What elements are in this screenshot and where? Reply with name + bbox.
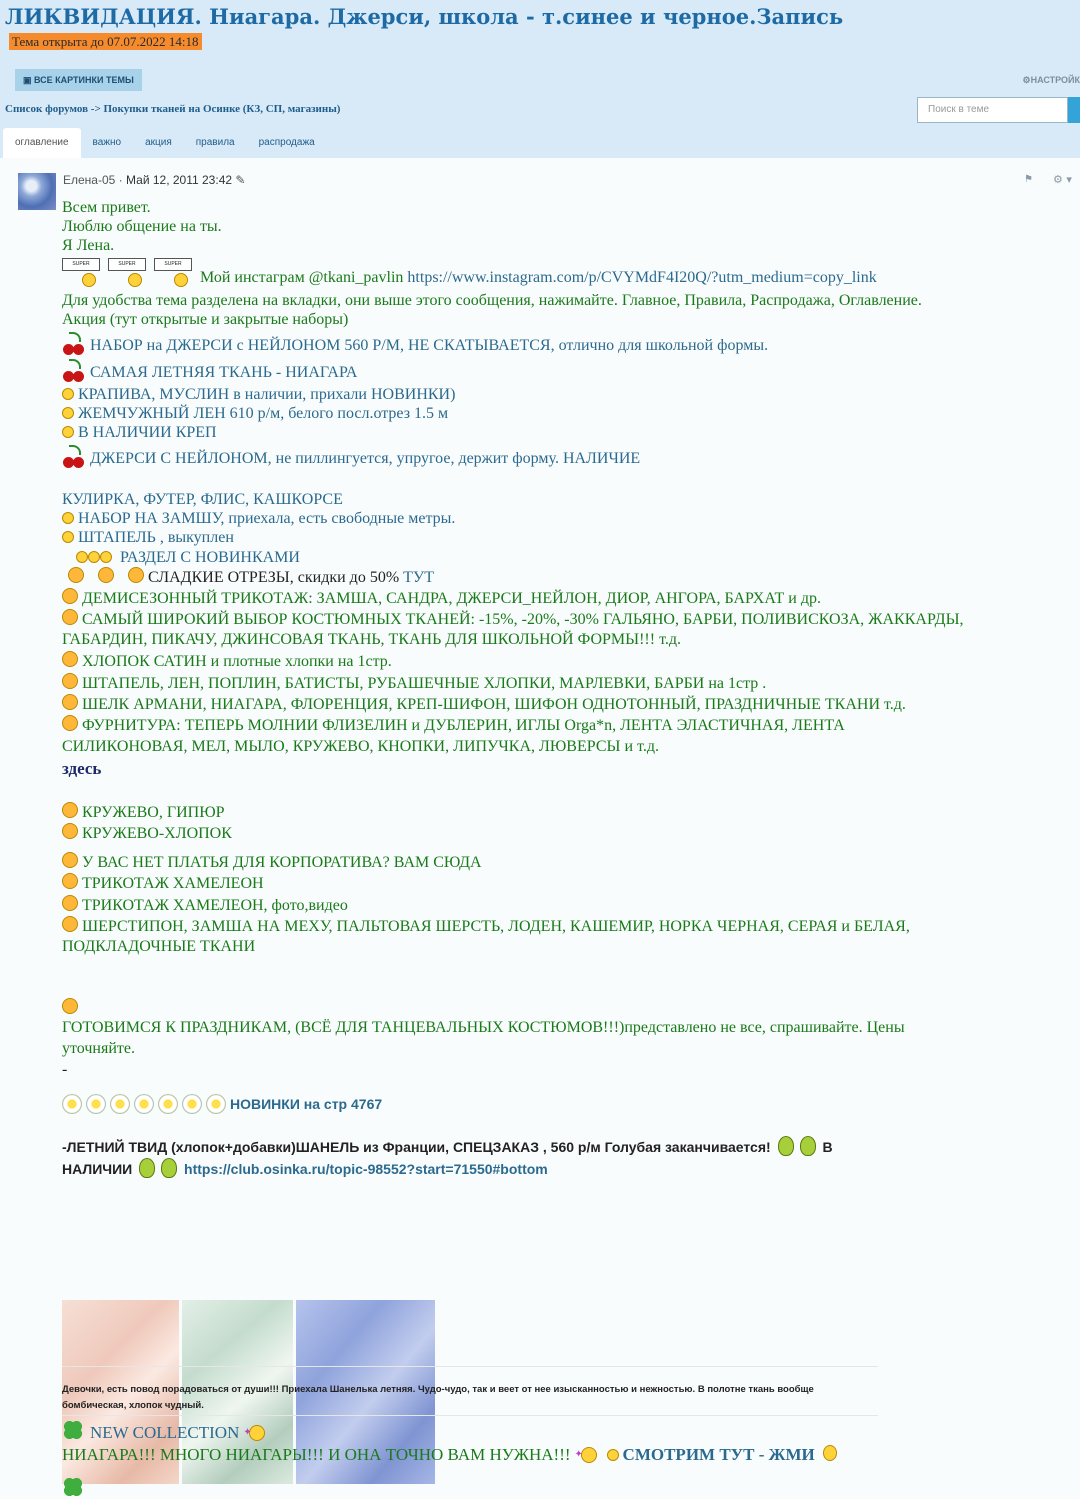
here-link[interactable]: здесь	[62, 759, 102, 778]
sparkle-smile-icon	[575, 1446, 603, 1464]
wink-icon	[62, 531, 74, 543]
smile-icon	[88, 551, 100, 563]
chef-icon	[62, 873, 78, 889]
tab-promo[interactable]: акция	[145, 137, 172, 148]
cherry-icon	[62, 331, 86, 355]
post-line	[62, 1478, 90, 1499]
flag-icon[interactable]: ⚑	[1024, 174, 1033, 185]
all-images-button[interactable]: ▣ ВСЕ КАРТИНКИ ТЕМЫ	[15, 69, 142, 91]
post-line: ПОДКЛАДОЧНЫЕ ТКАНИ	[62, 938, 256, 955]
post-link-line[interactable]: НАБОР НА ЗАМШУ, приехала, есть свободные метры.	[62, 509, 455, 528]
post-link-line[interactable]: ЖЕМЧУЖНЫЙ ЛЕН 610 р/м, белого посл.отрез 1.5 м	[62, 404, 448, 423]
post-link-line[interactable]: ШТАПЕЛЬ , выкуплен	[62, 528, 234, 547]
chef-icon	[62, 651, 78, 667]
topic-title: ЛИКВИДАЦИЯ. Ниагара. Джерси, школа - т.синее и черное.Запись	[5, 4, 844, 29]
daisy-icon	[86, 1094, 106, 1114]
clover-icon	[62, 1478, 84, 1498]
divider	[62, 1415, 878, 1416]
topic-status-badge: Тема открыта до 07.07.2022 14:18	[9, 33, 202, 50]
tab-contents[interactable]: оглавление	[3, 128, 81, 158]
post-line: -ЛЕТНИЙ ТВИД (хлопок+добавки)ШАНЕЛЬ из Франции, СПЕЦЗАКАЗ , 560 р/м Голубая заканчивается! В	[62, 1136, 833, 1158]
post-link-line[interactable]: КРАПИВА, МУСЛИН в наличии, прихали НОВИНКИ)	[62, 385, 455, 404]
post	[0, 158, 1080, 1499]
post-line: ТРИКОТАЖ ХАМЕЛЕОН	[62, 873, 264, 893]
cherry-icon	[62, 358, 86, 382]
chef-icon	[62, 609, 78, 625]
daisy-icon	[134, 1094, 154, 1114]
post-line: ШЕЛК АРМАНИ, НИАГАРА, ФЛОРЕНЦИЯ, КРЕП-ШИФОН, ШИФОН ОДНОТОННЫЙ, ПРАЗДНИЧНЫЕ ТКАНИ т.д.	[62, 694, 906, 714]
post-line: NEW COLLECTION✦	[62, 1421, 275, 1444]
chef-icon	[62, 916, 78, 932]
breadcrumb-forums-link[interactable]: Список форумов	[5, 103, 89, 115]
post-link-line[interactable]: САМАЯ ЛЕТНЯЯ ТКАНЬ - НИАГАРА	[62, 358, 357, 385]
wink-icon	[62, 512, 74, 524]
post-date: Май 12, 2011 23:42	[126, 173, 233, 187]
tab-sale[interactable]: распродажа	[258, 137, 315, 148]
post-line: ГОТОВИМСЯ К ПРАЗДНИКАМ, (ВСЁ ДЛЯ ТАНЦЕВАЛЬНЫХ КОСТЮМОВ!!!)представлено не все, спрашивайте. Цены	[62, 1019, 905, 1036]
smile-icon	[76, 551, 88, 563]
post-link-line[interactable]: КУЛИРКА, ФУТЕР, ФЛИС, КАШКОРСЕ	[62, 491, 343, 508]
pear-icon	[800, 1136, 816, 1156]
pear-icon	[778, 1136, 794, 1156]
osinka-topic-link[interactable]: https://club.osinka.ru/topic-98552?start=71550#bottom	[184, 1161, 548, 1177]
post-line: СИЛИКОНОВАЯ, МЕЛ, МЫЛО, КРУЖЕВО, КНОПКИ, ЛИПУЧКА, ЛЮВЕРСЫ и т.д.	[62, 738, 659, 755]
smile-icon	[62, 388, 74, 400]
chef-icon	[62, 823, 78, 839]
post-link-line[interactable]: ДЖЕРСИ С НЕЙЛОНОМ, не пиллингуется, упругое, держит форму. НАЛИЧИЕ	[62, 444, 640, 471]
chef-icon	[62, 673, 78, 689]
daisy-icon	[158, 1094, 178, 1114]
breadcrumb-section-link[interactable]: Покупки тканей на Осинке (КЗ, СП, магазины)	[103, 103, 341, 115]
chef-icon	[62, 895, 78, 911]
chef-icon	[62, 998, 78, 1014]
clover-icon	[62, 1421, 84, 1441]
post-line	[62, 998, 82, 1018]
avatar[interactable]	[18, 173, 56, 210]
sweet-cuts-link[interactable]: ТУТ	[403, 569, 435, 586]
post-line: ТРИКОТАЖ ХАМЕЛЕОН, фото,видео	[62, 895, 348, 915]
tab-important[interactable]: важно	[92, 137, 122, 148]
chef-icon	[128, 567, 144, 583]
daisy-icon	[62, 1094, 82, 1114]
topic-header	[0, 0, 1080, 158]
smile-icon	[62, 426, 74, 438]
search-input[interactable]: Поиск в теме	[917, 97, 1068, 123]
post-line: Люблю общение на ты.	[62, 218, 222, 235]
chef-icon	[62, 852, 78, 868]
post-line: Акция (тут открытые и закрытые наборы)	[62, 311, 349, 328]
smile-icon	[100, 551, 112, 563]
tab-rules[interactable]: правила	[195, 137, 235, 148]
pencil-icon[interactable]: ✎	[235, 173, 246, 187]
topic-tabs	[3, 128, 327, 158]
daisy-icon	[110, 1094, 130, 1114]
chef-icon	[62, 588, 78, 604]
gear-icon: ⚙	[1022, 75, 1031, 85]
daisy-icon	[206, 1094, 226, 1114]
post-line: ГАБАРДИН, ПИКАЧУ, ДЖИНСОВАЯ ТКАНЬ, ТКАНЬ ДЛЯ ШКОЛЬНОЙ ФОРМЫ!!! т.д.	[62, 631, 681, 648]
post-link-line[interactable]: НАБОР на ДЖЕРСИ с НЕЙЛОНОМ 560 Р/М, НЕ СКАТЫВАЕТСЯ, отлично для школьной формы.	[62, 331, 768, 358]
post-author[interactable]: Елена-05	[63, 173, 116, 187]
super-sign-icon: SUPER	[108, 258, 148, 290]
photo-caption: Девочки, есть повод порадоваться от души!!! Приехала Шанелька летняя. Чудо-чудо, так и веет от нее изысканностью и нежностью. В полотне ткань вообще бомбическая, хлопок чудный.	[62, 1384, 814, 1411]
image-icon: ▣	[23, 75, 35, 85]
post-line: -	[62, 1061, 68, 1078]
chef-icon	[62, 715, 78, 731]
smile-icon	[823, 1445, 837, 1461]
post-line: ШЕРСТИПОН, ЗАМША НА МЕХУ, ПАЛЬТОВАЯ ШЕРСТЬ, ЛОДЕН, КАШЕМИР, НОРКА ЧЕРНАЯ, СЕРАЯ и БЕЛАЯ,	[62, 916, 910, 936]
cherry-icon	[62, 444, 86, 468]
post-link-line[interactable]: В НАЛИЧИИ КРЕП	[62, 423, 217, 442]
post-line	[62, 258, 877, 293]
instagram-link[interactable]: https://www.instagram.com/p/CVYMdF4I20Q/?utm_medium=copy_link	[407, 269, 877, 286]
chef-icon	[68, 567, 84, 583]
new-items-link[interactable]: НОВИНКИ на стр 4767	[62, 1093, 382, 1115]
super-sign-icon: SUPER	[62, 258, 102, 290]
pear-icon	[139, 1158, 155, 1178]
post-line: ШТАПЕЛЬ, ЛЕН, ПОПЛИН, БАТИСТЫ, РУБАШЕЧНЫЕ ХЛОПКИ, МАРЛЕВКИ, БАРБИ на 1стр .	[62, 673, 766, 693]
post-line: СЛАДКИЕ ОТРЕЗЫ, скидки до 50% ТУТ	[62, 567, 434, 587]
instagram-label: Мой инстаграм @tkani_pavlin	[200, 269, 404, 286]
smile-icon	[62, 407, 74, 419]
post-line: КРУЖЕВО-ХЛОПОК	[62, 823, 232, 843]
post-line: НИАГАРА!!! МНОГО НИАГАРЫ!!! И ОНА ТОЧНО ВАМ НУЖНА!!!✦ СМОТРИМ ТУТ - ЖМИ	[62, 1444, 841, 1466]
post-line: Для удобства тема разделена на вкладки, они выше этого сообщения, нажимайте. Главное, Правила, Распродажа, Оглавление.	[62, 292, 922, 309]
daisy-icon	[182, 1094, 202, 1114]
breadcrumb: Список форумов -> Покупки тканей на Осинке (КЗ, СП, магазины)	[5, 103, 341, 115]
post-line: ФУРНИТУРА: ТЕПЕРЬ МОЛНИИ ФЛИЗЕЛИН и ДУБЛЕРИН, ИГЛЫ Orga*n, ЛЕНТА ЭЛАСТИЧНАЯ, ЛЕНТА	[62, 715, 845, 735]
divider	[62, 1366, 878, 1367]
post-line: ДЕМИСЕЗОННЫЙ ТРИКОТАЖ: ЗАМША, САНДРА, ДЖЕРСИ_НЕЙЛОН, ДИОР, АНГОРА, БАРХАТ и др.	[62, 588, 821, 608]
post-line: ХЛОПОК САТИН и плотные хлопки на 1стр.	[62, 651, 392, 671]
post-line: НАЛИЧИИ https://club.osinka.ru/topic-98552?start=71550#bottom	[62, 1158, 548, 1180]
post-line: У ВАС НЕТ ПЛАТЬЯ ДЛЯ КОРПОРАТИВА? ВАМ СЮДА	[62, 852, 482, 872]
post-line: Я Лена.	[62, 237, 115, 254]
arrow-smile-icon	[607, 1449, 619, 1461]
post-line: Всем привет.	[62, 199, 151, 216]
chef-icon	[98, 567, 114, 583]
look-here-link[interactable]: СМОТРИМ ТУТ - ЖМИ	[622, 1445, 815, 1464]
super-sign-icon: SUPER	[154, 258, 194, 290]
search-button[interactable]	[1068, 97, 1080, 123]
chef-icon	[62, 694, 78, 710]
post-line: уточняйте.	[62, 1040, 135, 1057]
chef-icon	[62, 802, 78, 818]
post-link-line[interactable]: РАЗДЕЛ С НОВИНКАМИ	[62, 548, 300, 567]
post-line: КРУЖЕВО, ГИПЮР	[62, 802, 225, 822]
sparkle-smile-icon	[243, 1424, 271, 1442]
post-line: САМЫЙ ШИРОКИЙ ВЫБОР КОСТЮМНЫХ ТКАНЕЙ: -15%, -20%, -30% ГАЛЬЯНО, БАРБИ, ПОЛИВИСКОЗА, ЖАККАРДЫ,	[62, 609, 964, 629]
settings-link[interactable]: ⚙НАСТРОЙК	[1022, 75, 1080, 85]
post-settings-icon[interactable]: ⚙ ▾	[1053, 173, 1072, 186]
pear-icon	[161, 1158, 177, 1178]
post-meta: Елена-05 · Май 12, 2011 23:42 ✎	[63, 173, 246, 187]
